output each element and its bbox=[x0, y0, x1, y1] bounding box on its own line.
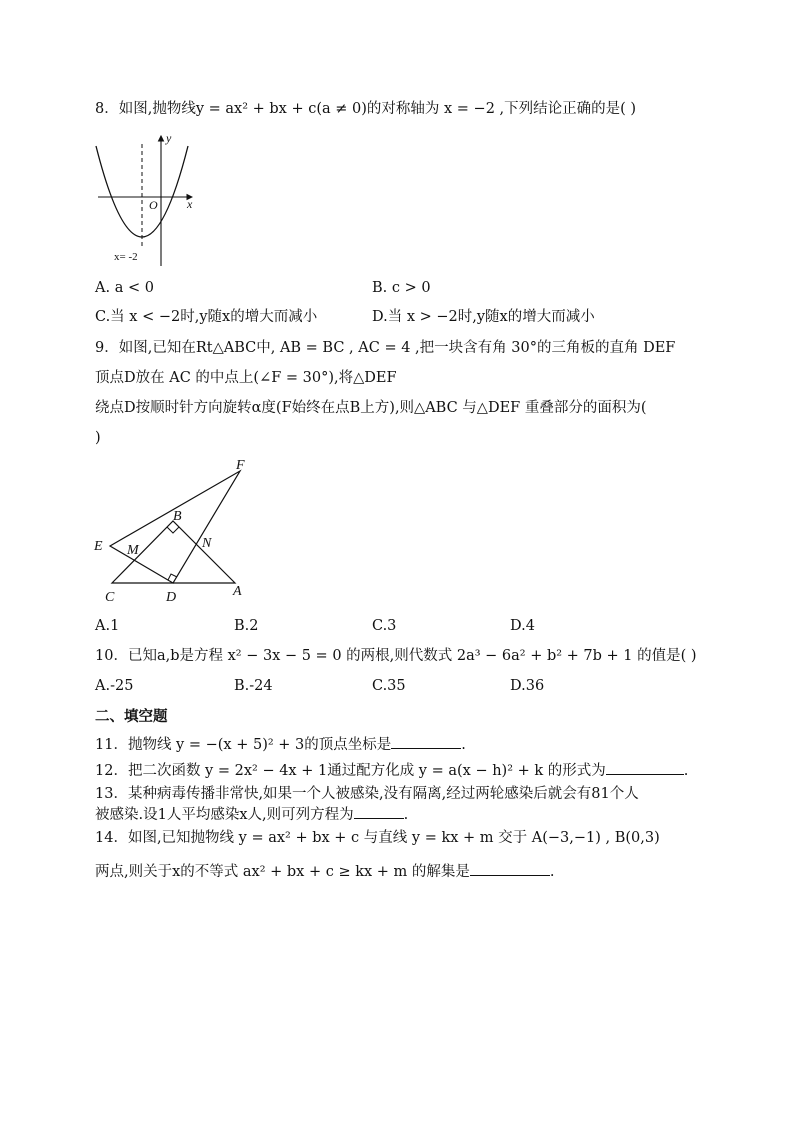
q8-option-d: D.当 x > −2时,y随x的增大而减小 bbox=[372, 309, 595, 325]
q10-option-a: A.-25 bbox=[95, 678, 134, 694]
q9-right-angle-b bbox=[167, 527, 179, 533]
q9-label-d: D bbox=[166, 590, 177, 605]
q13-answer-blank[interactable] bbox=[354, 804, 404, 819]
q9-label-f: F bbox=[236, 458, 245, 473]
q8-x-label: x bbox=[187, 197, 193, 211]
q9-line-1: 9．如图,已知在Rt△ABC中, AB = BC , AC = 4 ,把一块含有角 30°的三角板的直角 DEF bbox=[95, 340, 676, 356]
q12-answer-blank[interactable] bbox=[606, 760, 684, 775]
q13-end: . bbox=[403, 807, 409, 823]
q10-option-c: C.35 bbox=[372, 678, 406, 694]
q14-line-2 bbox=[95, 861, 555, 882]
q14-end: . bbox=[549, 864, 555, 880]
q9-label-m: M bbox=[127, 543, 139, 558]
q8-option-a: A. a < 0 bbox=[95, 280, 154, 296]
q10-option-d: D.36 bbox=[510, 678, 545, 694]
q14-answer-blank[interactable] bbox=[470, 861, 550, 876]
q8-option-b: B. c > 0 bbox=[372, 280, 431, 296]
q10-stem: 10．已知a,b是方程 x² − 3x − 5 = 0 的两根,则代数式 2a³ − 6a² + b² + 7b + 1 的值是( ) bbox=[95, 648, 697, 664]
q9-line-3: 绕点D按顺时针方向旋转α度(F始终在点B上方),则△ABC 与△DEF 重叠部分的面积为( bbox=[95, 400, 647, 416]
q11-end: . bbox=[461, 737, 466, 753]
section-title-fill-in: 二、填空题 bbox=[95, 709, 168, 725]
q11 bbox=[95, 734, 466, 755]
q9-label-c: C bbox=[105, 590, 115, 605]
q9-label-b: B bbox=[173, 509, 182, 524]
q9-line-4: ) bbox=[95, 430, 101, 446]
q8-parabola-figure bbox=[92, 130, 204, 268]
q13-text: 被感染.设1人平均感染x人,则可列方程为 bbox=[95, 807, 354, 823]
q9-option-d: D.4 bbox=[510, 618, 535, 634]
q8-origin-label: O bbox=[149, 198, 158, 212]
q10-option-b: B.-24 bbox=[234, 678, 273, 694]
q11-answer-blank[interactable] bbox=[391, 734, 461, 749]
q8-option-c: C.当 x < −2时,y随x的增大而减小 bbox=[95, 309, 318, 325]
q9-line-2: 顶点D放在 AC 的中点上(∠F = 30°),将△DEF bbox=[95, 370, 397, 386]
q14-line-1: 14．如图,已知抛物线 y = ax² + bx + c 与直线 y = kx + m 交于 A(−3,−1) , B(0,3) bbox=[95, 830, 660, 846]
q13-line-2 bbox=[95, 804, 408, 825]
q13-line-1: 13．某种病毒传播非常快,如果一个人被感染,没有隔离,经过两轮感染后就会有81个人 bbox=[95, 786, 639, 802]
q14-text: 两点,则关于x的不等式 ax² + bx + c ≥ kx + m 的解集是 bbox=[95, 864, 470, 880]
q9-label-e: E bbox=[94, 539, 103, 554]
q12-end: . bbox=[683, 763, 689, 779]
q8-y-label: y bbox=[166, 131, 172, 145]
q12-text: 12．把二次函数 y = 2x² − 4x + 1通过配方化成 y = a(x − h)² + k 的形式为 bbox=[95, 763, 606, 779]
q9-option-b: B.2 bbox=[234, 618, 259, 634]
q8-axis-label: x= -2 bbox=[114, 251, 138, 263]
q9-label-n: N bbox=[202, 536, 212, 551]
q9-triangle-def bbox=[110, 471, 240, 583]
q12 bbox=[95, 760, 688, 781]
q9-option-a: A.1 bbox=[95, 618, 120, 634]
q8-stem: 8．如图,抛物线y = ax² + bx + c(a ≠ 0)的对称轴为 x = −2 ,下列结论正确的是( ) bbox=[95, 101, 637, 117]
q9-option-c: C.3 bbox=[372, 618, 397, 634]
q9-triangle-figure bbox=[90, 455, 260, 605]
q9-label-a: A bbox=[233, 584, 242, 599]
q11-text: 11．抛物线 y = −(x + 5)² + 3的顶点坐标是 bbox=[95, 737, 392, 753]
